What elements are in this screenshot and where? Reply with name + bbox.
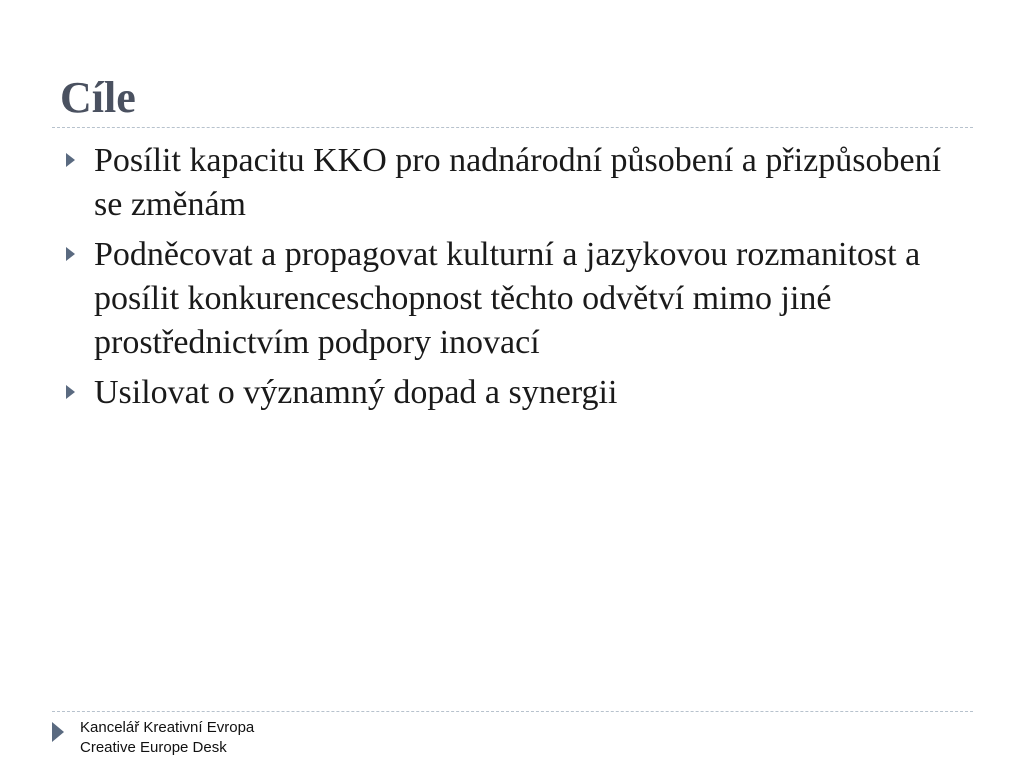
bullet-item [60, 233, 960, 365]
bullet-list [60, 139, 960, 421]
slide-title: Cíle [60, 73, 136, 122]
bullet-item [60, 371, 960, 415]
footer-line-2: Creative Europe Desk [80, 739, 227, 756]
title-divider [52, 127, 973, 128]
footer-line-1: Kancelář Kreativní Evropa [80, 719, 255, 736]
footer [80, 718, 254, 758]
triangle-bullet-icon [66, 247, 75, 261]
bullet-text: Posílit kapacitu KKO pro nadnárodní působení a přizpůsobení se změnám [94, 142, 942, 223]
triangle-bullet-icon [66, 385, 75, 399]
triangle-bullet-icon [66, 153, 75, 167]
bullet-text: Podněcovat a propagovat kulturní a jazykovou rozmanitost a posílit konkurenceschopnost těchto odvětví mimo jiné prostřednictvím podpory inovací [94, 236, 921, 361]
footer-triangle-icon [52, 722, 64, 742]
bullet-text: Usilovat o významný dopad a synergii [94, 374, 618, 411]
footer-divider [52, 711, 973, 712]
bullet-item [60, 139, 960, 227]
